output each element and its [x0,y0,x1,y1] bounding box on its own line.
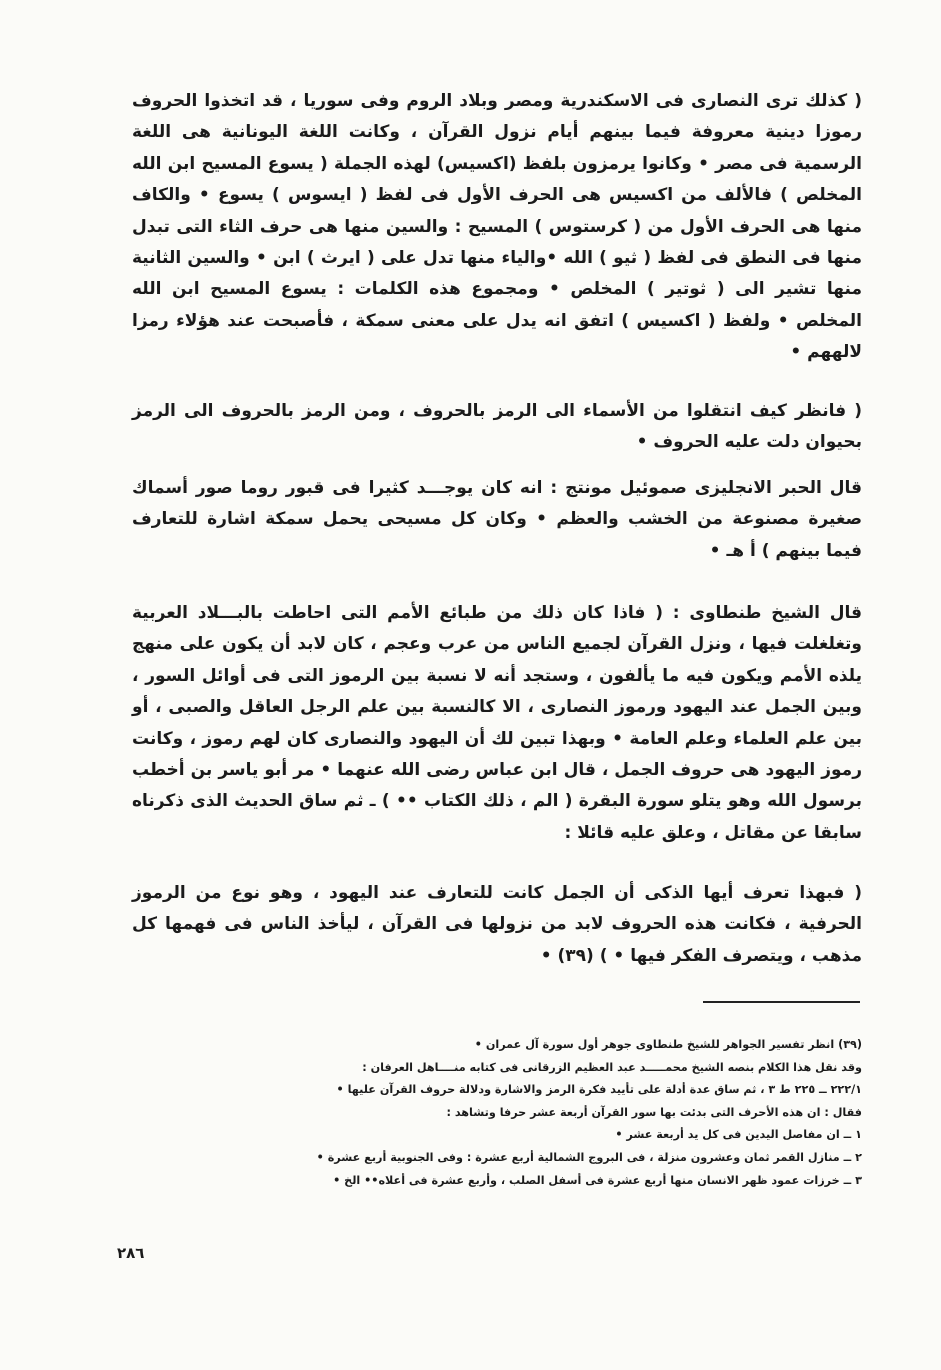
page-number: ٢٨٦ [117,1244,145,1262]
body-paragraph: قال الحبر الانجليزى صموئيل مونتج : انه كان يوجـــد كثيرا فى قبور روما صور أسماك صغيرة مصنوعة من الخشب والعظم • وكان كل مسيحى يحمل سمكة اشارة للتعارف فيما بينهم ) أ هـ • [132,478,862,561]
body-paragraph: ( فانظر كيف انتقلوا من الأسماء الى الرمز بالحروف ، ومن الرمز بالحروف الى الرمز بحيوان دلت عليه الحروف • [132,401,862,453]
footnote-line: فقال : ان هذه الأحرف التى بدئت بها سور القرآن أربعة عشر حرفا وتشاهد : [446,1105,862,1119]
body-paragraph: ( فبهذا تعرف أيها الذكى أن الجمل كانت للتعارف عند اليهود ، وهو نوع من الرموز الحرفية ، فكانت هذه الحروف لابد من نزولها فى القرآن ، ليأخذ الناس فى فهمها كل مذهب ، ويتصرف الفكر فيها • ) (٣٩) • [132,883,862,966]
body-paragraph: قال الشيخ طنطاوى : ( فاذا كان ذلك من طبائع الأمم التى احاطت بالبـــلاد العربية وتغلغلت فيها ، ونزل القرآن لجميع الناس من عرب وعجم ، كان لابد أن يكون على منهج يلذه الأمم ويكون فيه ما يألفون ، وستجد أنه لا نسبة بين الرموز التى فى أوائل السور ، وبين الجمل عند اليهود ورموز النصارى ، الا كالنسبة بين علم الرجل العاقل والصبى ، أو بين علم العلماء وعلم العامة • وبهذا تبين لك أن اليهود والنصارى كان لهم رموز ، وكانت رموز اليهود هى حروف الجمل ، قال ابن عباس رضى الله عنهما • مر أبو ياسر بن أخطب برسول الله وهو يتلو سورة البقرة ( الم ، ذلك الكتاب •• ) ـ ثم ساق الحديث الذى ذكرناه سابقا عن مقاتل ، وعلق عليه قائلا : [132,603,862,843]
footnote-line: ٢ ــ منازل القمر ثمان وعشرون منزلة ، فى البروج الشمالية أربع عشرة : وفى الجنوبية أربع عشرة • [316,1150,862,1164]
footnote-divider [703,1001,860,1003]
footnotes [120,1034,862,1192]
footnote-line: وقد نقل هذا الكلام بنصه الشيخ محمـــــد عبد العظيم الزرقانى فى كتابه منــــاهل العرفان : [362,1060,862,1074]
footnote-line: ١ ــ ان مفاصل اليدين فى كل يد أربعة عشر • [615,1128,862,1142]
footnote-line: ٢٢٢/١ ــ ٢٢٥ ط ٣ ، ثم ساق عدة أدلة على تأييد فكرة الرمز والاشارة ودلالة حروف القرآن عليها • [336,1083,862,1097]
body-paragraph: ( كذلك ترى النصارى فى الاسكندرية ومصر وبلاد الروم وفى سوريا ، قد اتخذوا الحروف رموزا دينية معروفة فيما بينهم أيام نزول القرآن ، وكانت اللغة اليونانية هى اللغة الرسمية فى مصر • وكانوا يرمزون بلفظ (اكسيس) لهذه الجملة ( يسوع المسيح ابن الله المخلص ) فالألف من اكسيس هى الحرف الأول فى لفظ ( ايسوس ) يسوع • والكاف منها هى الحرف الأول من ( كرستوس ) المسيح : والسين منها هى حرف الثاء التى تبدل منها فى النطق فى لفظ ( ثيو ) الله •والياء منها تدل على ( ايرث ) ابن • والسين الثانية منها تشير الى ( ثوتير ) المخلص • ومجموع هذه الكلمات : يسوع المسيح ابن الله المخلص • ولفظ ( اكسيس ) اتفق انه يدل على معنى سمكة ، فأصبحت عند هؤلاء رمزا لالههم • [132,91,862,363]
footnote-line: (٣٩) انظر تفسير الجواهر للشيخ طنطاوى جوهر أول سورة آل عمران • [474,1038,862,1051]
footnote-line: ٣ ــ خرزات عمود ظهر الانسان منها أربع عشرة فى أسفل الصلب ، وأربع عشرة فى أعلاه•• الخ • [333,1173,862,1187]
